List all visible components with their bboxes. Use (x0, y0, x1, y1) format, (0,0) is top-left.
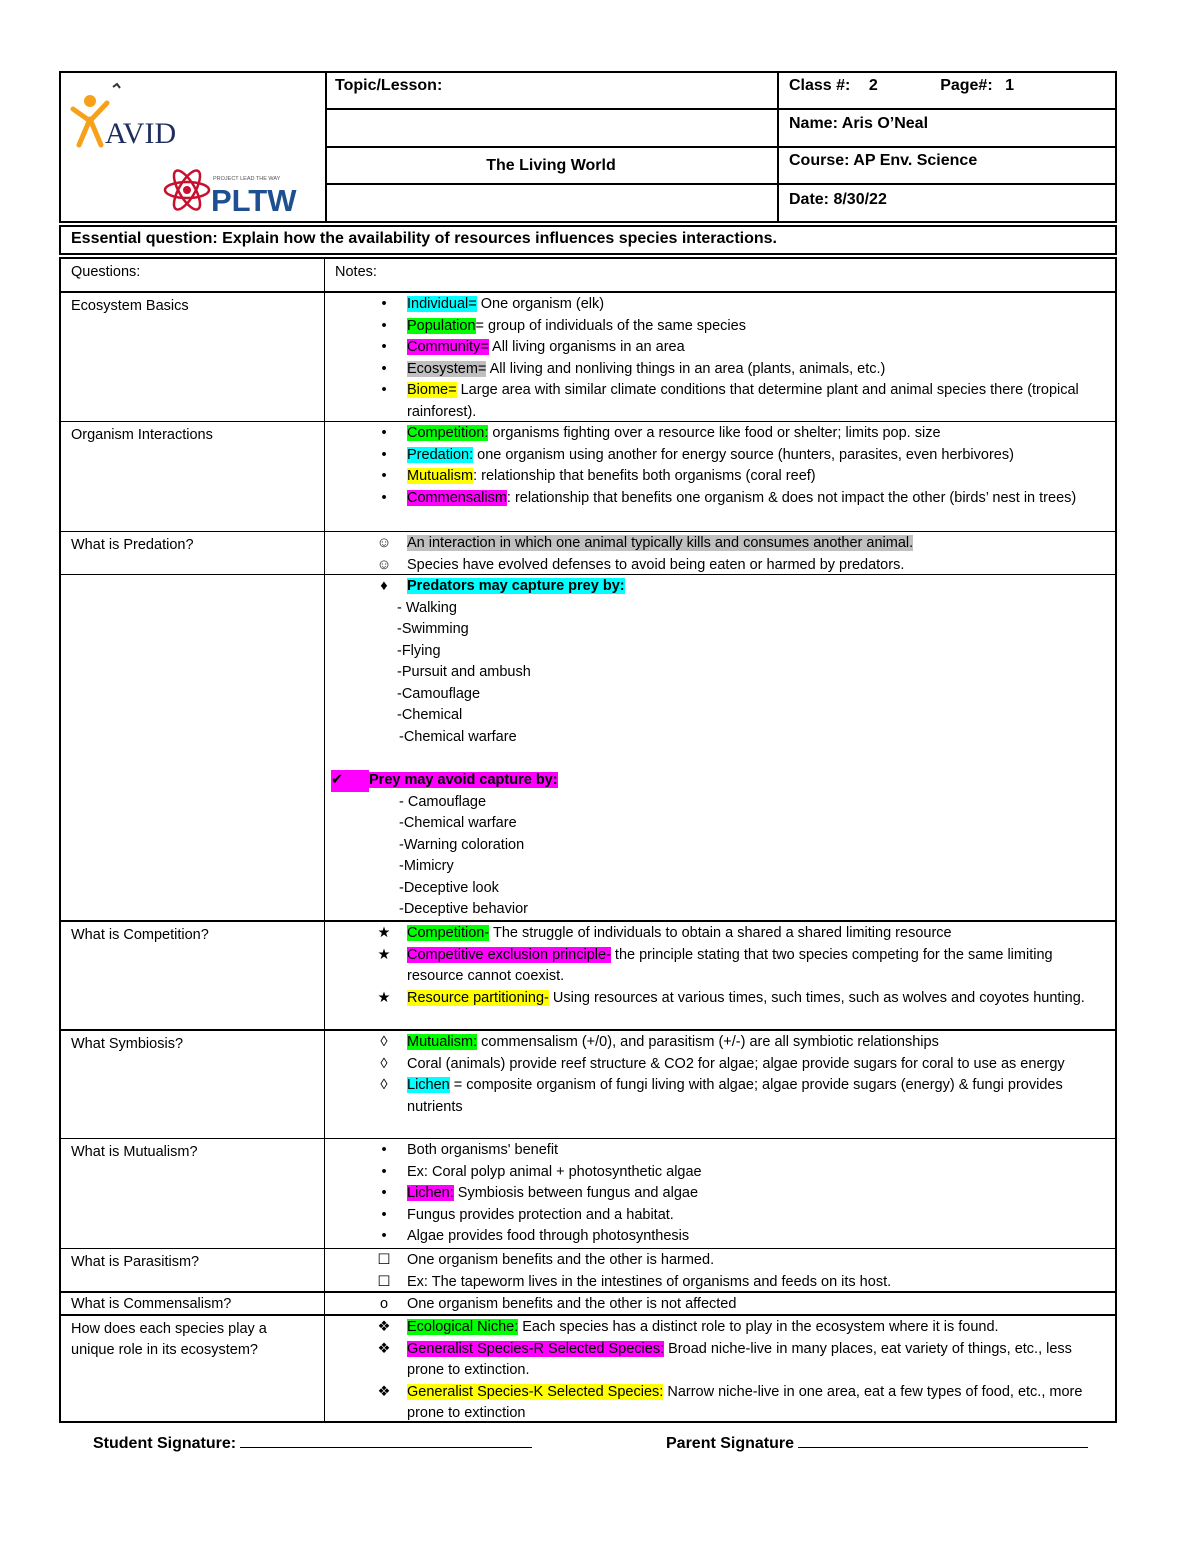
checkbox-icon: ☐ (377, 1252, 391, 1268)
notes-cell (325, 575, 1115, 921)
list-item: ☺ Species have evolved defenses to avoid being eaten or harmed by predators. (369, 555, 1109, 577)
topic-label: Topic/Lesson: (335, 77, 443, 94)
notes-cell (325, 1139, 1115, 1248)
student-signature-line[interactable] (240, 1433, 532, 1448)
list-item: • Both organisms' benefit (381, 1142, 559, 1158)
question-cell: How does each species play a unique role in its ecosystem? (61, 1316, 325, 1421)
avid-logo (73, 84, 176, 150)
list-item: • Biome= Large area with similar climate conditions that determine plant and animal species there (tropical rainforest). (381, 382, 1079, 420)
parent-signature-line[interactable] (798, 1433, 1088, 1448)
sub-item: - Camouflage (399, 793, 487, 810)
checkbox-icon: ☐ (377, 1273, 391, 1290)
row-what-is-parasitism (61, 1248, 1115, 1291)
star-icon: ★ (377, 989, 391, 1006)
lozenge-icon: ◊ (380, 1077, 388, 1093)
lozenge-icon: ◊ (380, 1055, 388, 1072)
sub-item: -Deceptive behavior (399, 901, 528, 917)
question-cell (61, 575, 325, 920)
row-ecosystem-basics (61, 291, 1115, 421)
list-item: ★ Competition- The struggle of individuals to obtain a shared a shared limiting resource (369, 923, 1109, 945)
list-item: ✔ Prey may avoid capture by: (331, 770, 1109, 792)
list-item: ☐ Ex: The tapeworm lives in the intestines of organisms and feeds on its host. (369, 1272, 1109, 1294)
notes-cell (325, 1316, 1115, 1425)
avid-wordmark: AVID (105, 117, 177, 150)
class-label: Class #: (789, 77, 851, 94)
row-what-is-predation (61, 531, 1115, 574)
list-item: o One organism benefits and the other is not affected (369, 1294, 1109, 1316)
page-value: 1 (1005, 77, 1015, 94)
sub-item: -Pursuit and ambush (397, 664, 531, 680)
pltw-tagline: PROJECT LEAD THE WAY (213, 176, 281, 182)
column-header-row (61, 259, 1115, 291)
sub-item: -Flying (397, 642, 441, 659)
logos (61, 73, 325, 221)
list-item: • Community= All living organisms in an area (381, 339, 685, 355)
row-what-is-commensalism (61, 1291, 1115, 1314)
notes-cell (325, 1031, 1115, 1118)
list-item: • Competition: organisms fighting over a resource like food or shelter; limits pop. size (381, 425, 941, 441)
list-item: ★ Resource partitioning- Using resources at various times, such times, such as wolves and coyotes hunting. (369, 988, 1109, 1010)
notes-cell (325, 532, 1115, 576)
list-item: • Lichen: Symbiosis between fungus and algae (381, 1185, 699, 1201)
student-signature (93, 1433, 532, 1453)
notes-cell (325, 1293, 1115, 1316)
date-field: Date: 8/30/22 (789, 191, 887, 208)
row-what-symbiosis (61, 1029, 1115, 1138)
notes-cell (325, 293, 1115, 423)
question-cell: What is Mutualism? (61, 1139, 325, 1248)
pltw-wordmark: PLTW (211, 183, 297, 218)
diamond-icon: ♦ (380, 578, 388, 594)
smiley-icon: ☺ (376, 535, 392, 551)
list-item: ❖ Generalist Species-R Selected Species: Broad niche-live in many places, eat variety of things, etc., less prone to extinction. (369, 1339, 1109, 1382)
parent-signature-label: Parent Signature (666, 1435, 795, 1452)
question-cell: What is Parasitism? (61, 1249, 325, 1291)
list-item: • Ex: Coral polyp animal + photosynthetic algae (381, 1163, 702, 1180)
list-item: ☺ An interaction in which one animal typically kills and consumes another animal. (369, 533, 1109, 555)
class-value: 2 (868, 77, 878, 94)
sub-item: -Camouflage (397, 685, 481, 702)
list-item: ◊ Mutualism: commensalism (+/0), and parasitism (+/-) are all symbiotic relationships (369, 1032, 1109, 1054)
star-icon: ★ (377, 946, 391, 963)
lozenge-icon: ◊ (380, 1034, 388, 1050)
diamond-cluster-icon: ❖ (377, 1383, 391, 1400)
question-cell: What is Competition? (61, 922, 325, 1029)
circle-icon: o (379, 1296, 389, 1312)
list-item: • Mutualism: relationship that benefits both organisms (coral reef) (381, 468, 816, 484)
notes-cell (325, 922, 1115, 1009)
notes-cell (325, 422, 1115, 509)
notes-cell (325, 1249, 1115, 1293)
list-item: ☐ One organism benefits and the other is harmed. (369, 1250, 1109, 1272)
list-item: ◊ Lichen = composite organism of fungi living with algae; algae provide sugars (energy) & fungi provides nutrients (369, 1075, 1109, 1118)
sub-item: -Chemical (397, 707, 463, 723)
row-organism-interactions (61, 421, 1115, 531)
row-what-is-mutualism (61, 1138, 1115, 1248)
name-field: Name: Aris O’Neal (789, 115, 929, 132)
question-cell: Ecosystem Basics (61, 293, 325, 421)
list-item: ◊ Coral (animals) provide reef structure & CO2 for algae; algae provide sugars for coral to use as energy (369, 1054, 1109, 1076)
list-item: • Algae provides food through photosynthesis (381, 1228, 690, 1244)
sub-item: -Warning coloration (399, 836, 525, 853)
course-field: Course: AP Env. Science (789, 152, 978, 169)
essential-question: Essential question: Explain how the availability of resources influences species interactions. (59, 225, 1117, 255)
questions-header: Questions: (61, 259, 325, 291)
topic-value: The Living World (486, 157, 616, 174)
row-what-is-competition (61, 920, 1115, 1029)
list-item: • Population= group of individuals of the same species (381, 317, 746, 334)
notes-grid (59, 257, 1117, 1423)
list-item: • Predation: one organism using another for energy source (hunters, parasites, even herbivores) (381, 446, 1014, 463)
sub-item: -Chemical warfare (399, 728, 517, 745)
question-cell: What is Commensalism? (61, 1293, 325, 1314)
logo-cell (61, 73, 327, 221)
list-item: ★ Competitive exclusion principle- the principle stating that two species competing for the same limiting resource cannot coexist. (369, 945, 1109, 988)
page-label: Page#: (940, 77, 993, 94)
sub-item: -Chemical warfare (399, 815, 517, 831)
row-predator-prey (61, 574, 1115, 920)
sub-item: - Walking (397, 599, 457, 616)
list-item: • Fungus provides protection and a habitat. (381, 1206, 674, 1223)
list-item: • Individual= One organism (elk) (381, 296, 605, 312)
notes-header: Notes: (335, 264, 377, 280)
smiley-icon: ☺ (376, 556, 392, 573)
list-item: • Commensalism: relationship that benefits one organism & does not impact the other (birds’ nest in trees) (381, 489, 1077, 506)
sub-item: -Mimicry (399, 858, 454, 874)
sub-item: -Deceptive look (399, 879, 499, 896)
row-unique-role (61, 1314, 1115, 1421)
checkmark-icon: ✔ (331, 770, 369, 792)
question-cell: What Symbiosis? (61, 1031, 325, 1138)
parent-signature (666, 1433, 1088, 1453)
student-signature-label: Student Signature: (93, 1435, 237, 1452)
list-item: ♦ Predators may capture prey by: (369, 576, 1109, 598)
list-item: • Ecosystem= All living and nonliving things in an area (plants, animals, etc.) (381, 360, 886, 377)
list-item: ❖ Generalist Species-K Selected Species: Narrow niche-live in one area, eat a few types of food, etc., more prone to extinction (369, 1382, 1109, 1425)
question-cell: Organism Interactions (61, 422, 325, 531)
pltw-logo (165, 167, 297, 218)
diamond-cluster-icon: ❖ (377, 1319, 391, 1335)
list-item: ❖ Ecological Niche: Each species has a distinct role to play in the ecosystem where it is found. (369, 1317, 1109, 1339)
class-page-field (779, 73, 1117, 99)
star-icon: ★ (377, 925, 391, 941)
header-table (59, 71, 1117, 223)
diamond-cluster-icon: ❖ (377, 1340, 391, 1357)
question-cell: What is Predation? (61, 532, 325, 574)
sub-item: -Swimming (397, 621, 469, 637)
